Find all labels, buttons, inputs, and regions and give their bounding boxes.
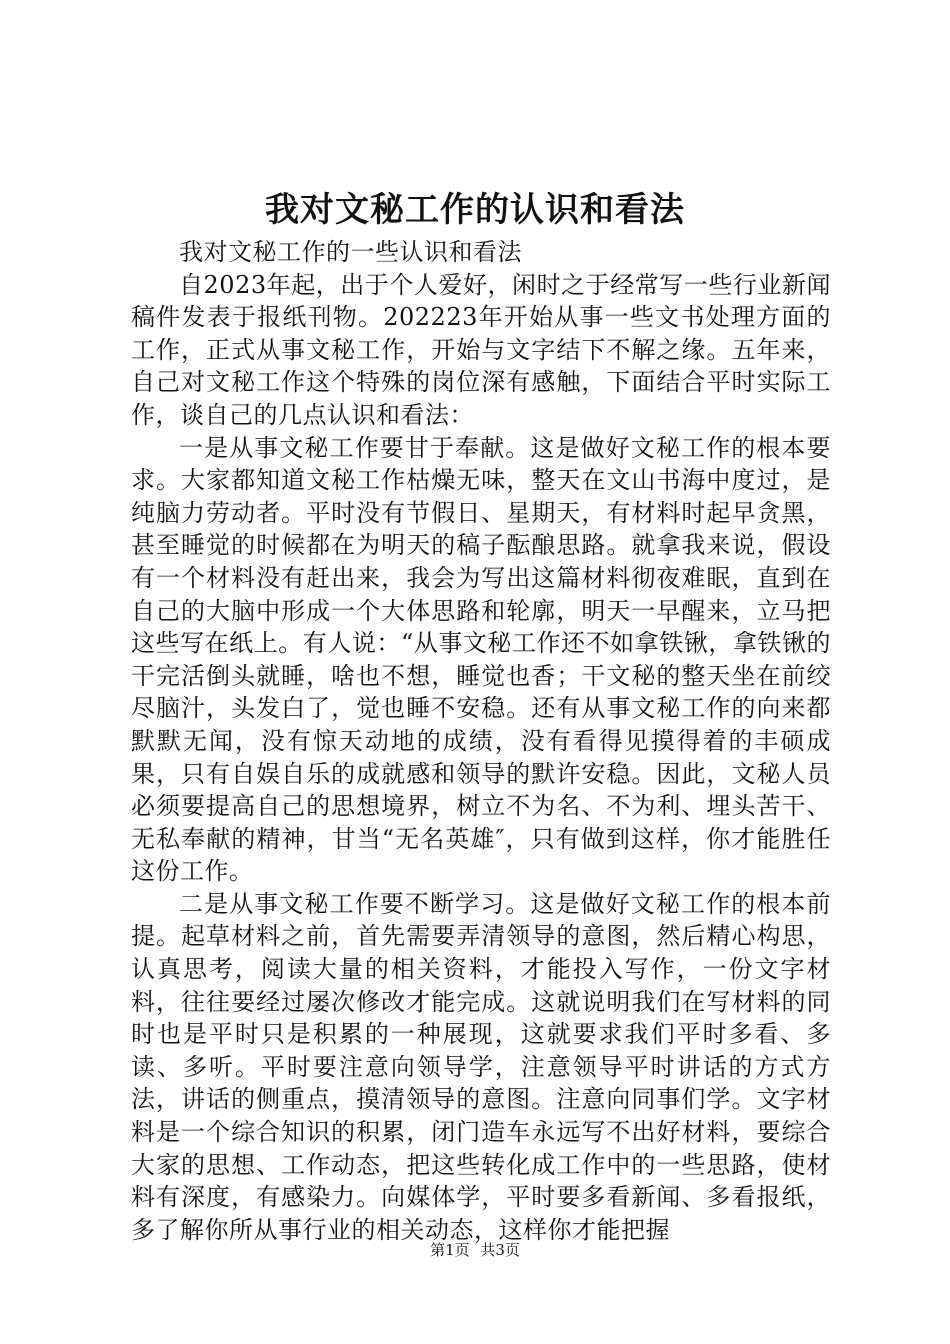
page-footer — [0, 1240, 950, 1260]
point-one-paragraph: 一是从事文秘工作要甘于奉献。这是做好文秘工作的根本要求。大家都知道文秘工作枯燥无味，整天在文山书海中度过，是纯脑力劳动者。平时没有节假日、星期天，有材料时起早贪黑，甚至睡觉的时候都在为明天的稿子酝酿思路。就拿我来说，假设有一个材料没有赶出来，我会为写出这篇材料彻夜难眠，直到在自己的大脑中形成一个大体思路和轮廓，明天一早醒来，立马把这些写在纸上。有人说：“从事文秘工作还不如拿铁锹，拿铁锹的干完活倒头就睡，啥也不想，睡觉也香；干文秘的整天坐在前绞尽脑汁，头发白了，觉也睡不安稳。还有从事文秘工作的向来都默默无闻，没有惊天动地的成绩，没有看得见摸得着的丰硕成果，只有自娱自乐的成就感和领导的默许安稳。因此，文秘人员必须要提高自己的思想境界，树立不为名、不为利、埋头苦干、无私奉献的精神，甘当“无名英雄″，只有做到这样，你才能胜任这份工作。 — [131, 433, 831, 886]
page-total: 共3页 — [480, 1241, 520, 1259]
point-two-paragraph: 二是从事文秘工作要不断学习。这是做好文秘工作的根本前提。起草材料之前，首先需要弄清领导的意图，然后精心构思，认真思考，阅读大量的相关资料，才能投入写作，一份文字材料，往往要经过屡次修改才能完成。这就说明我们在写材料的同时也是平时只是积累的一种展现，这就要求我们平时多看、多读、多听。平时要注意向领导学，注意领导平时讲话的方式方法，讲话的侧重点，摸清领导的意图。注意向同事们学。文字材料是一个综合知识的积累，闭门造车永远写不出好材料，要综合大家的思想、工作动态，把这些转化成工作中的一些思路，使材料有深度，有感染力。向媒体学，平时要多看新闻、多看报纸，多了解你所从事行业的相关动态，这样你才能把握 — [131, 889, 831, 1244]
intro-paragraph: 自2023年起，出于个人爱好，闲时之于经常写一些行业新闻稿件发表于报纸刊物。202223年开始从事一些文书处理方面的工作，正式从事文秘工作，开始与文字结下不解之缘。五年来，自己对文秘工作这个特殊的岗位深有感触，下面结合平时实际工作，谈自己的几点认识和看法： — [131, 270, 831, 429]
document-body — [131, 236, 831, 1246]
page-number: 第1页 — [430, 1241, 470, 1259]
document-title: 我对文秘工作的认识和看法 — [265, 190, 685, 230]
subtitle-paragraph: 我对文秘工作的一些认识和看法 — [179, 238, 522, 266]
